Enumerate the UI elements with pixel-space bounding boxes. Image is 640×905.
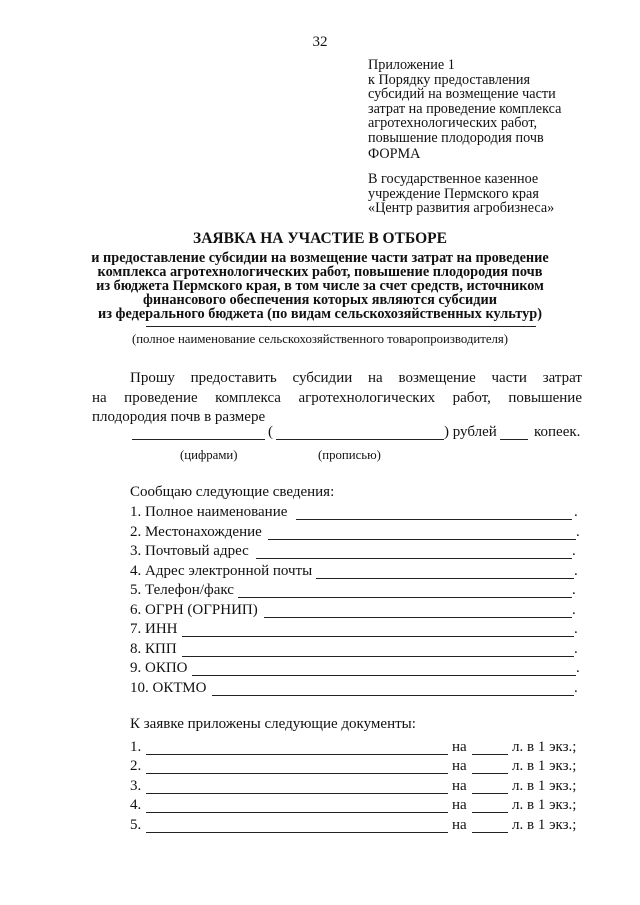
- document-row: [130, 778, 590, 798]
- info-end: .: [574, 680, 578, 696]
- doc-num: 4.: [130, 797, 142, 813]
- info-input-line[interactable]: [212, 695, 574, 696]
- document-row: [130, 817, 590, 837]
- document-title: ЗАЯВКА НА УЧАСТИЕ В ОТБОРЕ: [193, 230, 447, 247]
- doc-num: 3.: [130, 778, 142, 794]
- doc-na: на: [452, 739, 467, 755]
- doc-sheets: л. в 1 экз.;: [512, 778, 577, 794]
- info-input-line[interactable]: [182, 656, 574, 657]
- recipient-line: учреждение Пермского края: [368, 185, 539, 202]
- applicant-caption: (полное наименование сельскохозяйственного товаропроизводителя): [131, 332, 509, 346]
- info-end: .: [574, 504, 578, 520]
- page-number: 32: [312, 34, 328, 50]
- amount-rubles-label: ) рублей: [444, 424, 497, 440]
- info-label: 3. Почтовый адрес: [130, 543, 249, 559]
- doc-sheets-field[interactable]: [472, 832, 508, 833]
- info-end: .: [576, 660, 580, 676]
- doc-sheets-field[interactable]: [472, 812, 508, 813]
- amount-digits-field[interactable]: [132, 439, 265, 440]
- appendix-line: субсидий на возмещение части: [368, 86, 556, 102]
- info-end: .: [574, 621, 578, 637]
- doc-na: на: [452, 817, 467, 833]
- recipient-line: В государственное казенное: [368, 171, 539, 187]
- amount-open-paren: (: [268, 424, 273, 440]
- info-input-line[interactable]: [264, 617, 572, 618]
- info-end: .: [574, 641, 578, 657]
- doc-na: на: [452, 778, 467, 794]
- doc-num: 2.: [130, 758, 142, 774]
- doc-num: 1.: [130, 739, 142, 755]
- form-label: ФОРМА: [368, 146, 421, 162]
- subtitle-line: из бюджета Пермского края, в том числе за счет средств, источником: [96, 278, 544, 294]
- info-input-line[interactable]: [238, 597, 572, 598]
- info-end: .: [572, 582, 576, 598]
- doc-sheets-field[interactable]: [472, 773, 508, 774]
- request-line: плодородия почв в размере: [92, 409, 266, 425]
- appendix-line: к Порядку предоставления: [368, 71, 530, 88]
- doc-name-field[interactable]: [146, 773, 448, 774]
- documents-heading: К заявке приложены следующие документы:: [130, 716, 416, 732]
- info-input-line[interactable]: [182, 636, 574, 637]
- subtitle-line: финансового обеспечения которых являются субсидии: [143, 292, 497, 308]
- info-label: 6. ОГРН (ОГРНИП): [130, 602, 258, 618]
- info-input-line[interactable]: [192, 675, 576, 676]
- info-input-line[interactable]: [296, 519, 572, 520]
- info-input-line[interactable]: [268, 539, 576, 540]
- recipient-line: «Центр развития агробизнеса»: [368, 200, 555, 216]
- appendix-line: агротехнологических работ,: [368, 115, 538, 131]
- appendix-line: Приложение 1: [368, 57, 455, 73]
- info-label: 1. Полное наименование: [130, 504, 288, 520]
- amount-row: [0, 424, 640, 444]
- doc-sheets-field[interactable]: [472, 754, 508, 755]
- doc-sheets: л. в 1 экз.;: [512, 817, 577, 833]
- appendix-line: повышение плодородия почв: [368, 129, 544, 146]
- info-input-line[interactable]: [256, 558, 572, 559]
- doc-name-field[interactable]: [146, 812, 448, 813]
- doc-sheets-field[interactable]: [472, 793, 508, 794]
- info-heading: Сообщаю следующие сведения:: [130, 484, 335, 500]
- document-row: [130, 739, 590, 759]
- info-label: 2. Местонахождение: [130, 524, 262, 540]
- document-row: [130, 758, 590, 778]
- doc-sheets: л. в 1 экз.;: [512, 739, 577, 755]
- doc-sheets: л. в 1 экз.;: [512, 797, 577, 813]
- info-end: .: [576, 524, 580, 540]
- recipient-block: [368, 172, 618, 216]
- caption-digits: (цифрами): [180, 448, 238, 462]
- info-label: 8. КПП: [130, 641, 177, 657]
- doc-name-field[interactable]: [146, 793, 448, 794]
- subtitle-line: и предоставление субсидии на возмещение части затрат на проведение: [91, 250, 549, 266]
- subtitle-line: из федерального бюджета (по видам сельскохозяйственных культур): [98, 306, 542, 322]
- info-label: 9. ОКПО: [130, 660, 188, 676]
- info-input-line[interactable]: [316, 578, 574, 579]
- info-label: 10. ОКТМО: [130, 680, 207, 696]
- request-line: на проведение комплекса агротехнологических работ, повышение: [92, 389, 582, 406]
- info-end: .: [572, 602, 576, 618]
- doc-sheets: л. в 1 экз.;: [512, 758, 577, 774]
- caption-words: (прописью): [318, 448, 381, 462]
- subtitle-line: комплекса агротехнологических работ, повышение плодородия почв: [97, 264, 543, 280]
- doc-num: 5.: [130, 817, 142, 833]
- appendix-block: [368, 58, 618, 145]
- info-label: 4. Адрес электронной почты: [130, 563, 313, 579]
- document-subtitle: [80, 251, 560, 321]
- info-end: .: [574, 563, 578, 579]
- request-paragraph: [92, 369, 582, 428]
- doc-name-field[interactable]: [146, 754, 448, 755]
- amount-kopecks-field[interactable]: [500, 439, 528, 440]
- document-row: [130, 797, 590, 817]
- doc-name-field[interactable]: [146, 832, 448, 833]
- info-end: .: [572, 543, 576, 559]
- doc-na: на: [452, 797, 467, 813]
- appendix-line: затрат на проведение комплекса: [368, 100, 562, 117]
- doc-na: на: [452, 758, 467, 774]
- info-label: 7. ИНН: [130, 621, 178, 637]
- request-line: Прошу предоставить субсидии на возмещение части затрат: [130, 370, 582, 386]
- amount-words-field[interactable]: [276, 439, 444, 440]
- amount-kopecks-label: копеек.: [534, 424, 581, 440]
- applicant-name-field[interactable]: [146, 326, 536, 327]
- info-label: 5. Телефон/факс: [130, 582, 234, 598]
